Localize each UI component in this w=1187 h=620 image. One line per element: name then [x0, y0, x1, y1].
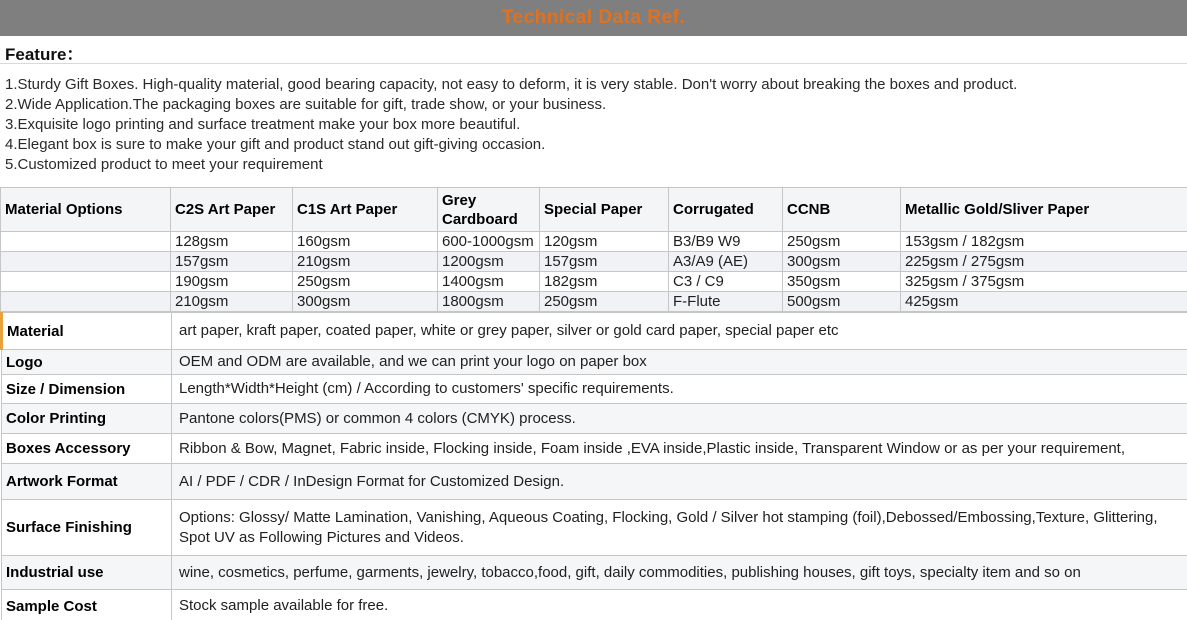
materials-row	[1, 232, 1187, 252]
section-title: Technical Data Ref.	[501, 7, 686, 28]
materials-col-header: C1S Art Paper	[293, 188, 438, 232]
spec-label: Color Printing	[2, 404, 172, 434]
materials-cell	[1, 252, 171, 272]
materials-cell: 600-1000gsm	[438, 232, 540, 252]
spec-value: art paper, kraft paper, coated paper, white or grey paper, silver or gold card paper, special paper etc	[172, 313, 1187, 350]
spec-value: Options: Glossy/ Matte Lamination, Vanishing, Aqueous Coating, Flocking, Gold / Silver hot stamping (foil),Debossed/Embossing,Texture, Glittering, Spot UV as Following Pictures and Videos.	[172, 500, 1187, 556]
materials-cell: 425gsm	[901, 292, 1187, 312]
materials-cell	[1, 292, 171, 312]
materials-cell: F-Flute	[669, 292, 783, 312]
materials-cell: 350gsm	[783, 272, 901, 292]
materials-cell: 1200gsm	[438, 252, 540, 272]
materials-row	[1, 272, 1187, 292]
materials-cell: 250gsm	[783, 232, 901, 252]
materials-cell: 500gsm	[783, 292, 901, 312]
materials-cell: 325gsm / 375gsm	[901, 272, 1187, 292]
feature-list	[0, 64, 1187, 187]
spec-label: Size / Dimension	[2, 375, 172, 404]
spec-value: Length*Width*Height (cm) / According to customers' specific requirements.	[172, 375, 1187, 404]
materials-cell: 225gsm / 275gsm	[901, 252, 1187, 272]
materials-col-header: C2S Art Paper	[171, 188, 293, 232]
materials-row	[1, 292, 1187, 312]
spec-row	[2, 434, 1187, 464]
spec-label: Surface Finishing	[2, 500, 172, 556]
feature-item: 1.Sturdy Gift Boxes. High-quality material, good bearing capacity, not easy to deform, it is very stable. Don't worry about breaking the boxes and product.	[5, 76, 1018, 93]
spec-row	[2, 556, 1187, 590]
spec-label: Material	[2, 313, 172, 350]
materials-cell: 182gsm	[540, 272, 669, 292]
spec-label: Industrial use	[2, 556, 172, 590]
section-title-bar	[0, 0, 1187, 36]
materials-cell: 190gsm	[171, 272, 293, 292]
materials-cell: C3 / C9	[669, 272, 783, 292]
spec-label: Boxes Accessory	[2, 434, 172, 464]
spec-value: wine, cosmetics, perfume, garments, jewelry, tobacco,food, gift, daily commodities, publishing houses, gift toys, specialty item and so on	[172, 556, 1187, 590]
spec-body	[2, 313, 1187, 620]
materials-col-header: Metallic Gold/Sliver Paper	[901, 188, 1187, 232]
materials-cell: A3/A9 (AE)	[669, 252, 783, 272]
materials-cell: 157gsm	[171, 252, 293, 272]
spec-value: Stock sample available for free.	[172, 590, 1187, 620]
spec-row	[2, 404, 1187, 434]
materials-col-header: Grey Cardboard	[438, 188, 540, 232]
materials-cell: 160gsm	[293, 232, 438, 252]
feature-heading: Feature：	[0, 36, 1187, 64]
materials-header-row	[1, 188, 1187, 232]
spec-row	[2, 350, 1187, 375]
spec-value: AI / PDF / CDR / InDesign Format for Customized Design.	[172, 464, 1187, 500]
materials-cell: B3/B9 W9	[669, 232, 783, 252]
materials-cell	[1, 232, 171, 252]
materials-row	[1, 252, 1187, 272]
spec-value: Pantone colors(PMS) or common 4 colors (CMYK) process.	[172, 404, 1187, 434]
materials-cell: 128gsm	[171, 232, 293, 252]
materials-cell: 1400gsm	[438, 272, 540, 292]
materials-cell: 250gsm	[293, 272, 438, 292]
feature-item: 2.Wide Application.The packaging boxes are suitable for gift, trade show, or your business.	[5, 96, 607, 113]
spec-row	[2, 375, 1187, 404]
spec-label: Logo	[2, 350, 172, 375]
materials-col-header: Material Options	[1, 188, 171, 232]
materials-cell: 157gsm	[540, 252, 669, 272]
feature-item: 5.Customized product to meet your requirement	[5, 156, 323, 173]
spec-row	[2, 313, 1187, 350]
spec-row	[2, 500, 1187, 556]
materials-cell: 300gsm	[783, 252, 901, 272]
materials-cell: 210gsm	[293, 252, 438, 272]
materials-cell	[1, 272, 171, 292]
materials-cell: 300gsm	[293, 292, 438, 312]
materials-col-header: Corrugated	[669, 188, 783, 232]
spec-label: Artwork Format	[2, 464, 172, 500]
spec-label: Sample Cost	[2, 590, 172, 620]
materials-cell: 120gsm	[540, 232, 669, 252]
spec-table	[0, 312, 1187, 620]
feature-item: 3.Exquisite logo printing and surface treatment make your box more beautiful.	[5, 116, 521, 133]
feature-item: 4.Elegant box is sure to make your gift and product stand out gift-giving occasion.	[5, 136, 546, 153]
materials-col-header: CCNB	[783, 188, 901, 232]
spec-value: OEM and ODM are available, and we can print your logo on paper box	[172, 350, 1187, 375]
materials-cell: 210gsm	[171, 292, 293, 312]
materials-cell: 153gsm / 182gsm	[901, 232, 1187, 252]
spec-row	[2, 590, 1187, 620]
materials-body	[1, 232, 1187, 312]
materials-col-header: Special Paper	[540, 188, 669, 232]
spec-value: Ribbon & Bow, Magnet, Fabric inside, Flocking inside, Foam inside ,EVA inside,Plastic inside, Transparent Window or as per your requirement,	[172, 434, 1187, 464]
materials-cell: 1800gsm	[438, 292, 540, 312]
spec-row	[2, 464, 1187, 500]
materials-cell: 250gsm	[540, 292, 669, 312]
material-options-table	[0, 187, 1187, 312]
